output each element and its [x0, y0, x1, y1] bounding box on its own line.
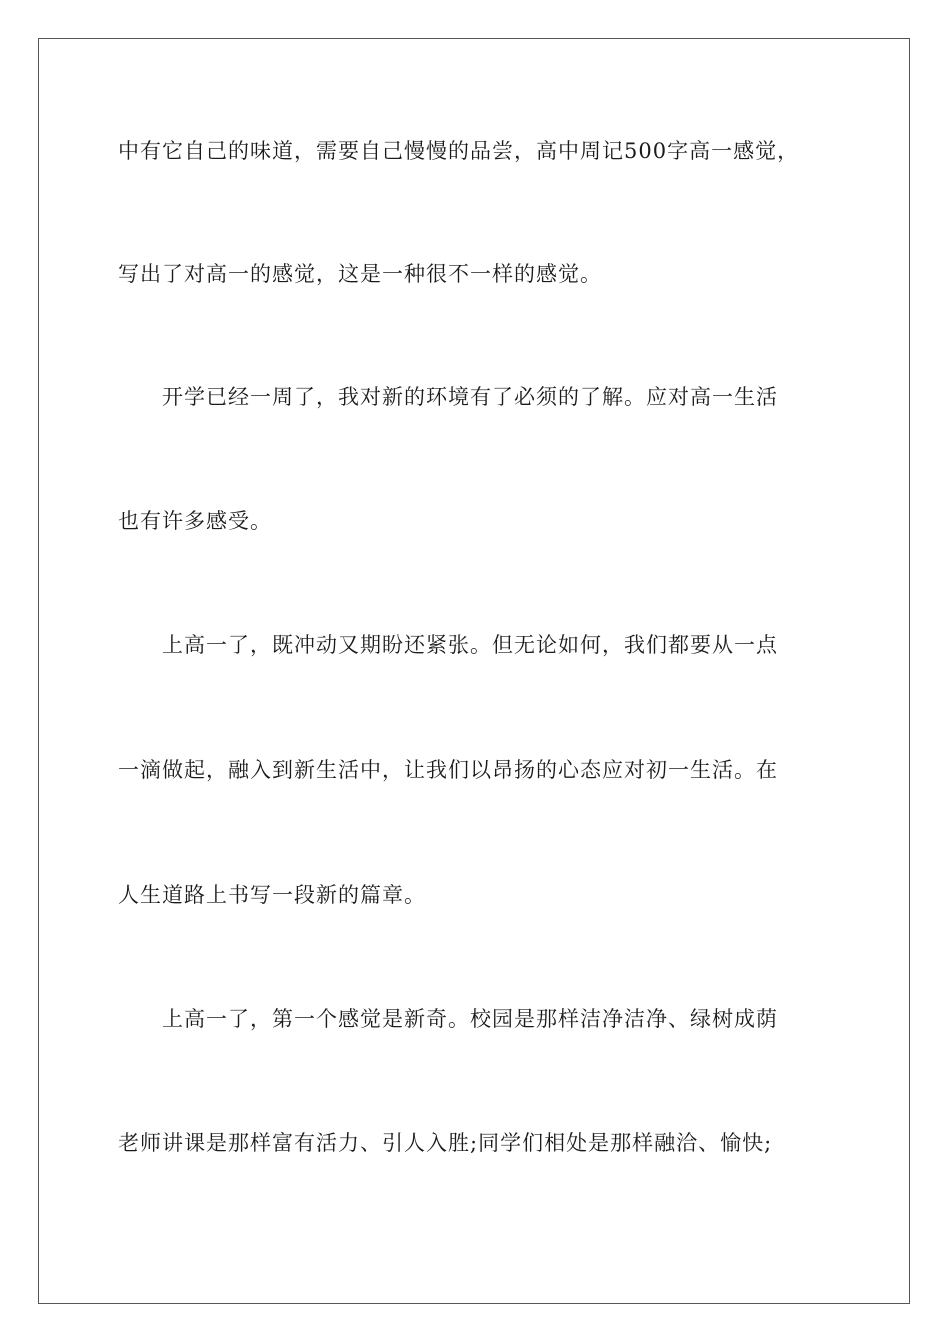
paragraph-line-indented: 上高一了，第一个感觉是新奇。校园是那样洁净洁净、绿树成荫 [162, 1007, 778, 1031]
paragraph-line: 写出了对高一的感觉，这是一种很不一样的感觉。 [118, 262, 602, 286]
paragraph-line-indented: 上高一了，既冲动又期盼还紧张。但无论如何，我们都要从一点 [162, 633, 778, 657]
paragraph-line: 人生道路上书写一段新的篇章。 [118, 883, 426, 907]
paragraph-line-indented: 开学已经一周了，我对新的环境有了必须的了解。应对高一生活 [162, 385, 778, 409]
paragraph-line: 老师讲课是那样富有活力、引人入胜;同学们相处是那样融洽、愉快; [118, 1131, 773, 1155]
page-border [38, 38, 910, 1304]
paragraph-line: 中有它自己的味道，需要自己慢慢的品尝，高中周记500字高一感觉， [118, 139, 800, 163]
paragraph-line: 也有许多感受。 [118, 509, 272, 533]
paragraph-line: 一滴做起，融入到新生活中，让我们以昂扬的心态应对初一生活。在 [118, 758, 778, 782]
